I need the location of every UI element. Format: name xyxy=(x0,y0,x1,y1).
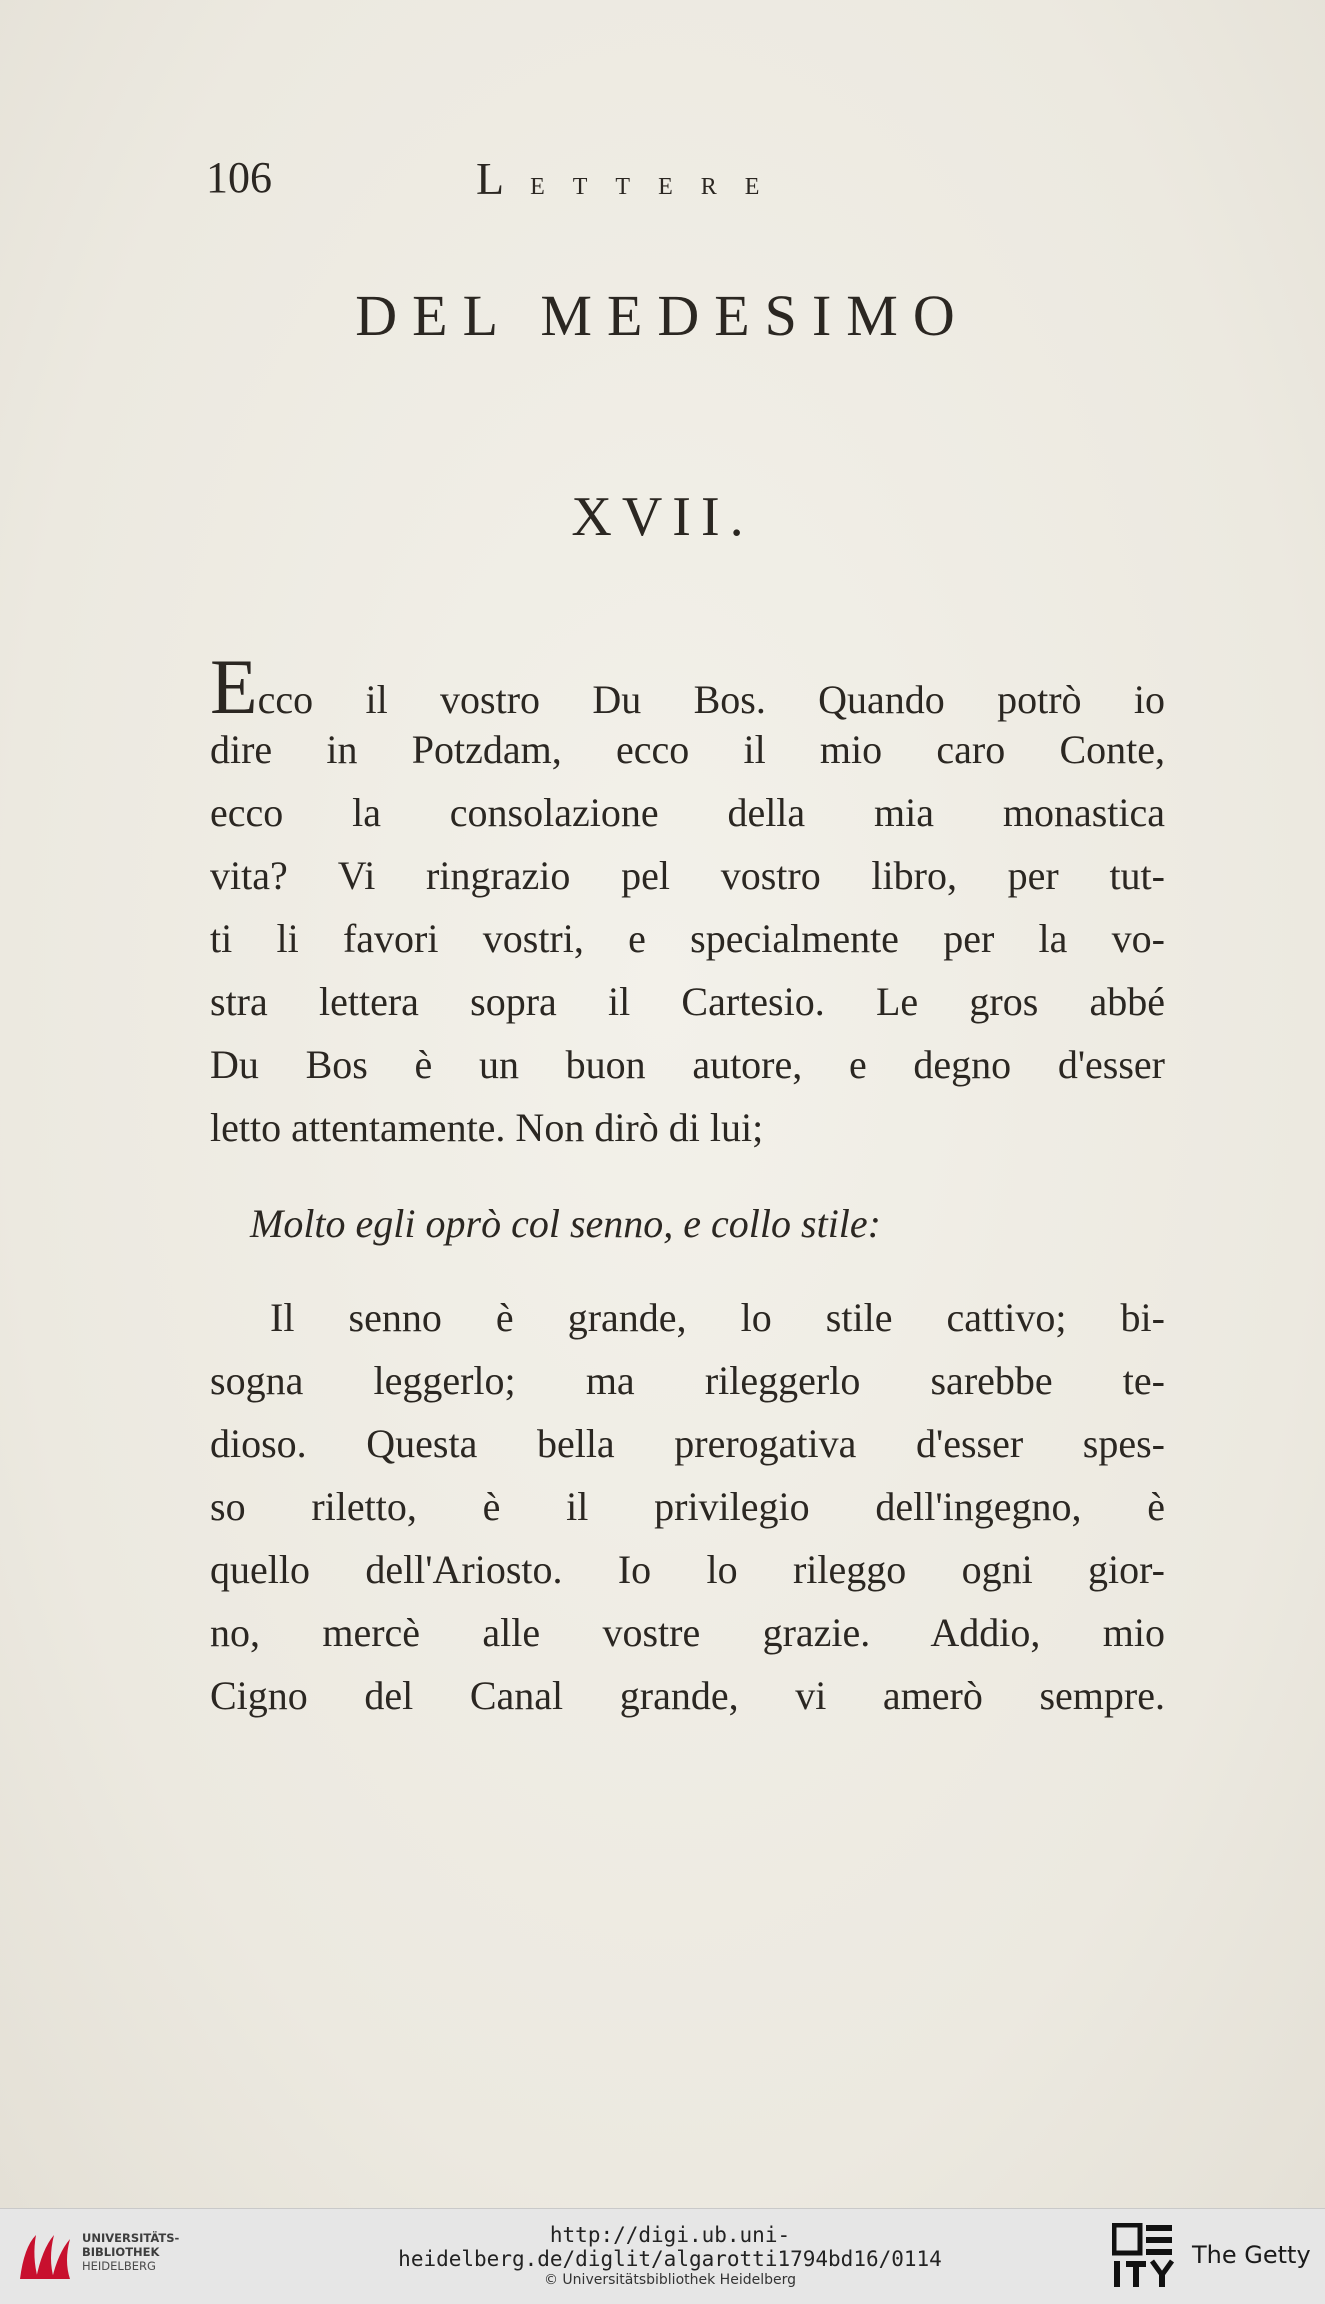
text-line: no, mercè alle vostre grazie. Addio, mio xyxy=(210,1610,1165,1655)
letter-body-part2 xyxy=(210,1286,1165,1727)
getty-name: The Getty xyxy=(1192,2241,1311,2269)
letter-body-part1 xyxy=(210,643,1165,1159)
letter-number: XVII. xyxy=(571,486,754,548)
text-line: ecco la consolazione della mia monastica xyxy=(210,790,1165,835)
drop-cap: E xyxy=(210,643,258,730)
text-line: sogna leggerlo; ma rileggerlo sarebbe te- xyxy=(210,1358,1165,1403)
text-line: Ecco il vostro Du Bos. Quando potrò io xyxy=(210,643,1165,730)
copyright-notice: © Universitätsbibliothek Heidelberg xyxy=(543,2272,796,2288)
text-line: stra lettera sopra il Cartesio. Le gros abbé xyxy=(210,979,1165,1024)
running-title-rest: ETTERE xyxy=(530,174,788,200)
running-title xyxy=(476,152,787,205)
text-line: vita? Vi ringrazio pel vostro libro, per tut- xyxy=(210,853,1165,898)
verse-quotation: Molto egli oprò col senno, e collo stile: xyxy=(250,1201,881,1246)
university-library-logo-icon xyxy=(14,2227,76,2287)
running-title-initial: L xyxy=(476,153,505,204)
text-line: dioso. Questa bella prerogativa d'esser spes- xyxy=(210,1421,1165,1466)
text-line: so riletto, è il privilegio dell'ingegno, è xyxy=(210,1484,1165,1529)
letter-heading: DEL MEDESIMO xyxy=(355,283,970,348)
text-line: dire in Potzdam, ecco il mio caro Conte, xyxy=(210,727,1165,772)
permalink-url[interactable]: http://digi.ub.uni-heidelberg.de/diglit/algarotti1794bd16/0114 xyxy=(398,2223,942,2271)
getty-logo-icon xyxy=(1112,2223,1174,2291)
text-line: letto attentamente. Non dirò di lui; xyxy=(210,1105,764,1150)
text-line: Cigno del Canal grande, vi amerò sempre. xyxy=(210,1673,1165,1718)
text-line: ti li favori vostri, e specialmente per la vo- xyxy=(210,916,1165,961)
page-number: 106 xyxy=(206,153,272,202)
text-line: Il senno è grande, lo stile cattivo; bi- xyxy=(270,1295,1165,1340)
university-library-name: UNIVERSITÄTS- BIBLIOTHEK HEIDELBERG xyxy=(82,2231,180,2273)
text-line: Du Bos è un buon autore, e degno d'esser xyxy=(210,1042,1165,1087)
viewer-footer xyxy=(0,2208,1325,2304)
text-line: quello dell'Ariosto. Io lo rileggo ogni gior- xyxy=(210,1547,1165,1592)
